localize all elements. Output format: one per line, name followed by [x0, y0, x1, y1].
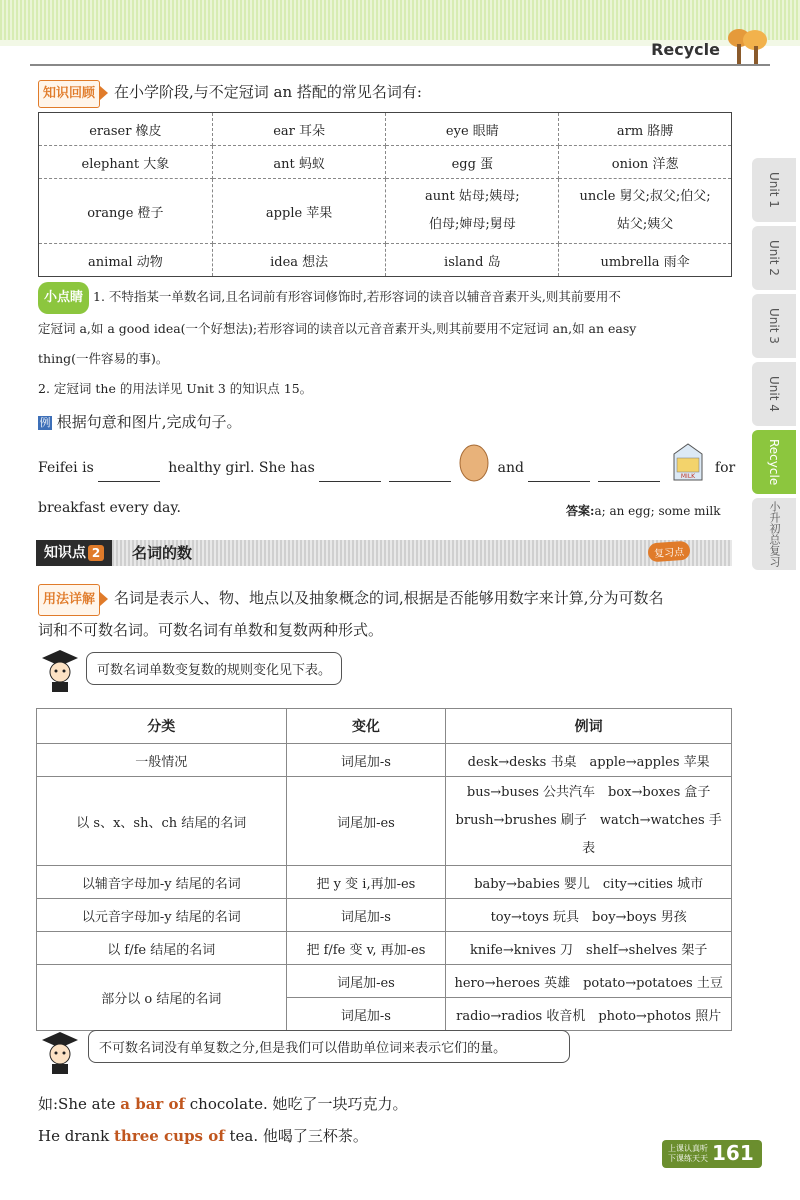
- tab-recycle[interactable]: Recycle: [752, 430, 796, 494]
- table-row: 部分以 o 结尾的名词 词尾加-es hero→heroes 英雄 potato→potatoes 土豆: [37, 965, 732, 998]
- tab-unit-3[interactable]: Unit 3: [752, 294, 796, 358]
- page-number-badge: 上课认真听 下课练天天 161: [662, 1140, 762, 1168]
- tab-unit-4[interactable]: Unit 4: [752, 362, 796, 426]
- header-title: Recycle: [651, 40, 720, 59]
- tag-arrow-icon: [100, 86, 108, 100]
- example-line-1: 如:She ate a bar of chocolate. 她吃了一块巧克力。: [38, 1095, 408, 1113]
- example-line-2: He drank three cups of tea. 他喝了三杯茶。: [38, 1127, 368, 1145]
- milk-label: MILK: [681, 473, 696, 480]
- section-title: 名词的数: [132, 544, 193, 562]
- answer-blank[interactable]: [319, 465, 381, 482]
- table-cell: onion 洋葱: [559, 146, 732, 179]
- table-header-row: [37, 709, 732, 744]
- answer-line: 答案:a; an egg; some milk: [566, 504, 721, 518]
- answer-blank[interactable]: [98, 465, 160, 482]
- table-row: [39, 113, 732, 146]
- table-cell: egg 蛋: [386, 146, 559, 179]
- table-cell: ant 蚂蚁: [212, 146, 386, 179]
- teacher-mascot-icon: [38, 1030, 82, 1074]
- plural-rules-table: [36, 708, 732, 1031]
- an-nouns-table: [38, 112, 732, 277]
- example-tag: 例: [39, 416, 51, 429]
- review-tag: 知识回顾: [38, 80, 100, 108]
- table-cell: orange 橙子: [39, 179, 213, 244]
- table-cell: umbrella 雨伞: [559, 244, 732, 277]
- answer-blank[interactable]: [598, 465, 660, 482]
- table-cell: elephant 大象: [39, 146, 213, 179]
- uncountable-examples: [38, 1088, 408, 1152]
- section-label: 知识点 2: [36, 540, 112, 566]
- tip-tag: 小点睛: [38, 282, 89, 314]
- answer-blank[interactable]: [389, 465, 451, 482]
- example-prompt-line: [38, 410, 242, 434]
- review-intro-line: [38, 80, 422, 108]
- header-rule: [30, 64, 770, 66]
- review-badge: 复习点: [647, 541, 690, 563]
- header-band: [0, 0, 800, 40]
- table-row: 以 s、x、sh、ch 结尾的名词 词尾加-es bus→buses 公共汽车 box→boxes 盒子 brush→brushes 刷子 watch→watches 手表: [37, 777, 732, 866]
- table-cell: eraser 橡皮: [39, 113, 213, 146]
- review-intro: 在小学阶段,与不定冠词 an 搭配的常见名词有:: [114, 83, 422, 101]
- page-number: 161: [712, 1141, 754, 1165]
- table-cell: arm 胳膊: [559, 113, 732, 146]
- table-cell: eye 眼睛: [386, 113, 559, 146]
- table-cell: island 岛: [386, 244, 559, 277]
- example-sentence-end: breakfast every day.: [38, 500, 181, 516]
- answer-blank[interactable]: [528, 465, 590, 482]
- side-tabs: [752, 158, 800, 574]
- usage-tag: 用法详解: [38, 584, 100, 616]
- table-row: 以元音字母加-y 结尾的名词 词尾加-s toy→toys 玩具 boy→boys 男孩: [37, 899, 732, 932]
- table-row: 以辅音字母加-y 结尾的名词 把 y 变 i,再加-es baby→babies 婴儿 city→cities 城市: [37, 866, 732, 899]
- example-sentence: Feifei is healthy girl. She has and MILK for: [38, 454, 738, 482]
- header-examples: 例词: [446, 709, 732, 744]
- teacher-mascot-icon: [38, 648, 82, 692]
- tag-arrow-icon: [100, 592, 108, 606]
- table-cell: animal 动物: [39, 244, 213, 277]
- table-cell: aunt 姑母;姨母; 伯母;婶母;舅母: [386, 179, 559, 244]
- header-change: 变化: [286, 709, 446, 744]
- table-cell: idea 想法: [212, 244, 386, 277]
- table-cell: ear 耳朵: [212, 113, 386, 146]
- usage-block: 用法详解 名词是表示人、物、地点以及抽象概念的词,根据是否能够用数字来计算,分为可数名 词和不可数名词。可数名词有单数和复数两种形式。: [38, 584, 738, 644]
- table-cell: uncle 舅父;叔父;伯父; 姑父;姨父: [559, 179, 732, 244]
- egg-icon: [459, 442, 489, 482]
- milk-carton-icon: [668, 442, 708, 482]
- tab-review[interactable]: 小升初总复习: [752, 498, 796, 570]
- header-category: 分类: [37, 709, 287, 744]
- table-row: 一般情况 词尾加-s desk→desks 书桌 apple→apples 苹果: [37, 744, 732, 777]
- table-row: [39, 244, 732, 277]
- plural-rule-bubble: 可数名词单数变复数的规则变化见下表。: [86, 652, 342, 685]
- tree-icon: [725, 26, 771, 66]
- table-row: [39, 179, 732, 244]
- example-prompt: 根据句意和图片,完成句子。: [56, 413, 242, 431]
- table-row: 词尾加-s radio→radios 收音机 photo→photos 照片: [37, 998, 732, 1031]
- tab-unit-2[interactable]: Unit 2: [752, 226, 796, 290]
- tab-unit-1[interactable]: Unit 1: [752, 158, 796, 222]
- table-row: [39, 146, 732, 179]
- table-cell: apple 苹果: [212, 179, 386, 244]
- tip-block: 小点睛 1. 不特指某一单数名词,且名词前有形容词修饰时,若形容词的读音以辅音音素开头,则其前要用不 定冠词 a,如 a good idea(一个好想法);若形容词的读音以元音音素开头,则其前要用不定冠词 an,如 an easy thing(一件容易的事)。 2. 定冠词 the 的用法详见 Unit 3 的知识点 15。: [38, 282, 734, 404]
- table-row: 以 f/fe 结尾的名词 把 f/fe 变 v, 再加-es knife→knives 刀 shelf→shelves 架子: [37, 932, 732, 965]
- uncountable-bubble: 不可数名词没有单复数之分,但是我们可以借助单位词来表示它们的量。: [88, 1030, 570, 1063]
